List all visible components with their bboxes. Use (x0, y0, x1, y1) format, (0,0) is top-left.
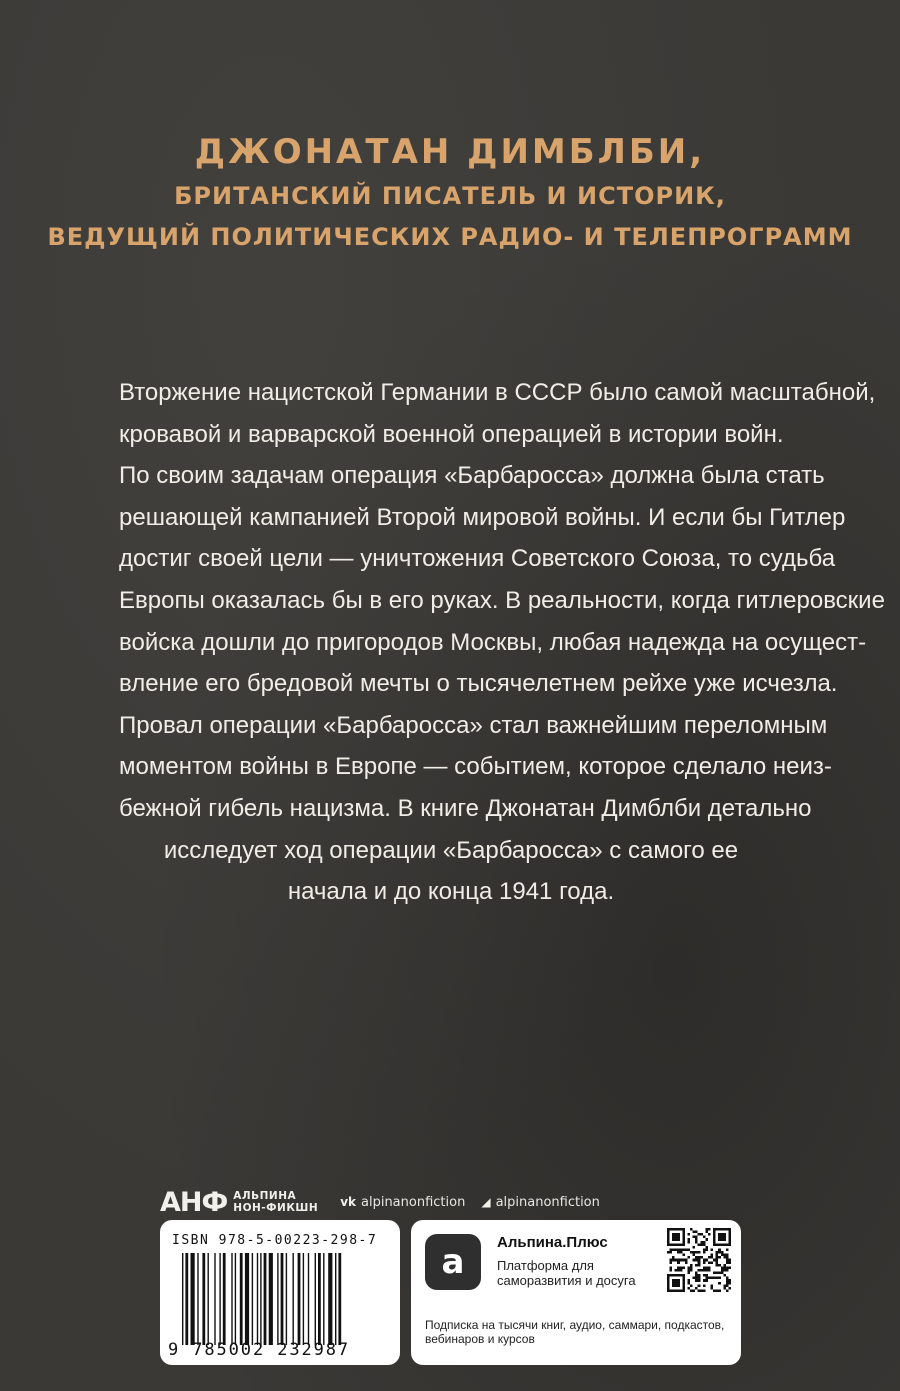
author-description-line-2: ВЕДУЩИЙ ПОЛИТИЧЕСКИХ РАДИО- И ТЕЛЕПРОГРАММ (47, 223, 853, 251)
author-name: ДЖОНАТАН ДИМБЛБИ, (194, 132, 706, 172)
alpina-plus-app-icon (425, 1234, 481, 1290)
barcode-digits: 9 785002 232987 (168, 1340, 351, 1360)
publisher-logo: АНФ (160, 1186, 228, 1218)
publisher-row (160, 1186, 616, 1218)
publisher-name-line-1: АЛЬПИНА (233, 1190, 297, 1202)
promo-tagline: Платформа для саморазвития и досуга (497, 1258, 636, 1288)
isbn-label: ISBN 978-5-00223-298-7 (172, 1233, 378, 1248)
blurb-line: кровавой и варварской военной операцией в истории войн. (119, 420, 784, 448)
telegram-handle: alpinanonfiction (495, 1194, 600, 1210)
app-icon-letter: a (441, 1242, 465, 1282)
barcode-icon (182, 1253, 392, 1345)
qr-code-icon[interactable] (667, 1228, 731, 1292)
vk-handle: alpinanonfiction (361, 1194, 466, 1210)
blurb-line: По своим задачам операция «Барбаросса» должна была стать (119, 462, 825, 490)
isbn-barcode-box (160, 1220, 400, 1365)
author-description-line-1: БРИТАНСКИЙ ПИСАТЕЛЬ И ИСТОРИК, (174, 182, 726, 210)
telegram-link[interactable] (481, 1195, 600, 1210)
book-blurb (119, 372, 885, 913)
promo-title: Альпина.Плюс (497, 1234, 608, 1251)
promo-subtitle: Подписка на тысячи книг, аудио, саммари, подкастов, вебинаров и курсов (425, 1318, 725, 1346)
publisher-name-line-2: НОН-ФИКШН (233, 1202, 319, 1214)
publisher-name (233, 1190, 318, 1214)
blurb-line: решающей кампанией Второй мировой войны. И если бы Гитлер (119, 503, 846, 531)
blurb-line: достиг своей цели — уничтожения Советского Союза, то судьба (119, 545, 836, 573)
vk-icon: vk (340, 1195, 356, 1209)
blurb-line: исследует ход операции «Барбаросса» с самого ее (163, 836, 739, 864)
blurb-line: начала и до конца 1941 года. (287, 878, 615, 906)
blurb-line: Провал операции «Барбаросса» стал важнейшим переломным (119, 711, 828, 739)
blurb-line: Вторжение нацистской Германии в СССР было самой масштабной, (119, 379, 876, 406)
author-heading (0, 128, 900, 258)
blurb-line: вление его бредовой мечты о тысячелетнем рейхе уже исчезла. (119, 670, 838, 698)
blurb-line: бежной гибель нацизма. В книге Джонатан Димблби детально (119, 794, 812, 822)
telegram-icon: ◢ (481, 1195, 491, 1209)
alpina-plus-promo (411, 1220, 741, 1365)
blurb-line: моментом войны в Европе — событием, которое сделало неиз- (119, 753, 832, 781)
blurb-line: войска дошли до пригородов Москвы, любая надежда на осущест- (119, 628, 867, 656)
vk-link[interactable] (340, 1195, 465, 1210)
blurb-line: Европы оказалась бы в его руках. В реальности, когда гитлеровские (119, 586, 885, 614)
